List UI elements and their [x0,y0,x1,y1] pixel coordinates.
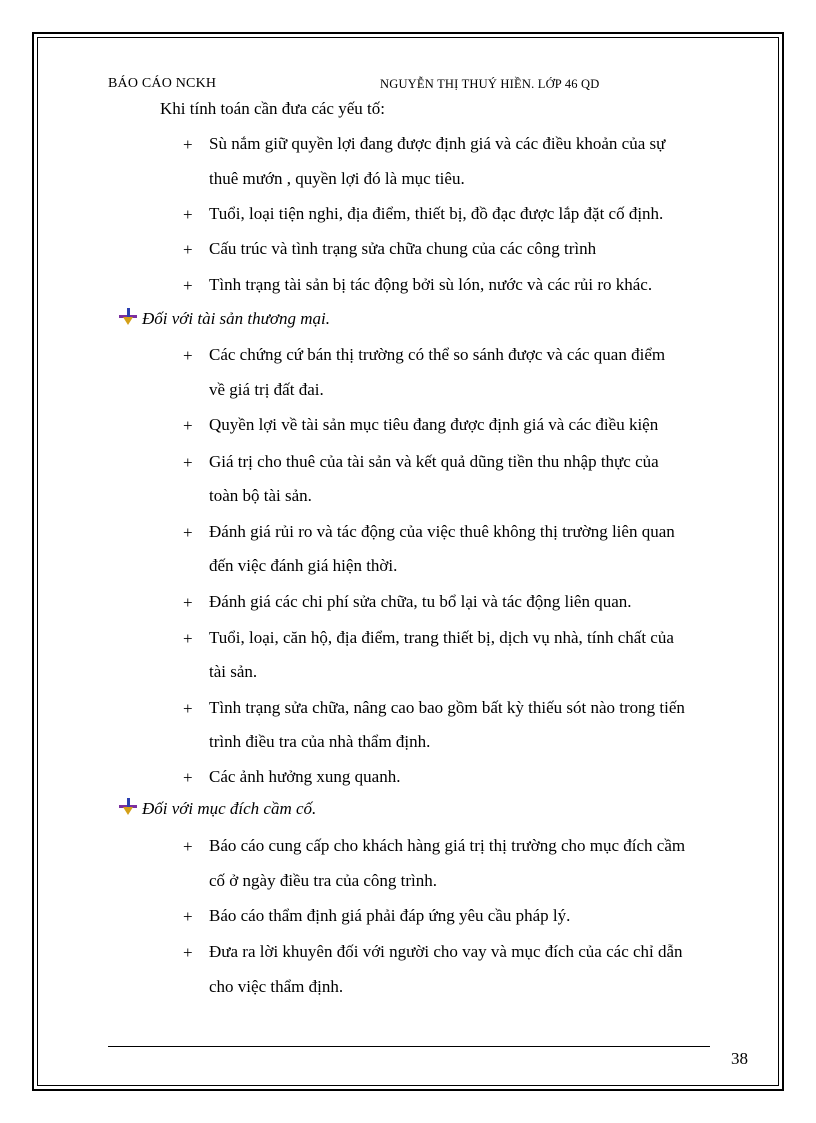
header-report-title: BÁO CÁO NCKH [108,76,217,91]
bullet-plus: + [183,346,193,365]
section-heading-commercial: Đối với tài sản thương mại. [142,309,330,328]
arrow-down-bullet-icon [119,308,137,326]
intro-text: Khi tính toán cần đưa các yếu tố: [160,99,385,118]
bullet-plus: + [183,135,193,154]
list-item: Tuổi, loại tiện nghi, địa điểm, thiết bị, đồ đạc được lắp đặt cố định. [209,204,664,223]
list-item: Cấu trúc và tình trạng sửa chữa chung của các công trình [209,239,597,258]
bullet-plus: + [183,205,193,224]
list-item: Các ảnh hưởng xung quanh. [209,767,401,786]
list-item: Đánh giá các chi phí sửa chữa, tu bổ lại và tác động liên quan. [209,592,632,611]
list-item-continuation: thuê mướn , quyền lợi đó là mục tiêu. [209,169,465,188]
bullet-plus: + [183,907,193,926]
list-item: Đưa ra lời khuyên đối với người cho vay và mục đích của các chỉ dẫn [209,942,683,961]
list-item-continuation: đến việc đánh giá hiện thời. [209,556,398,575]
list-item: Các chứng cứ bán thị trường có thể so sánh được và các quan điểm [209,345,666,364]
list-item-continuation: cho việc thẩm định. [209,977,344,996]
list-item: Báo cáo thẩm định giá phải đáp ứng yêu cầu pháp lý. [209,906,571,925]
list-item: Báo cáo cung cấp cho khách hàng giá trị thị trường cho mục đích cầm [209,836,686,855]
footer-divider [108,1046,710,1047]
page-number: 38 [731,1049,748,1068]
bullet-plus: + [183,416,193,435]
list-item: Tình trạng tài sản bị tác động bởi sù lón, nước và các rủi ro khác. [209,275,653,294]
list-item-continuation: toàn bộ tài sản. [209,486,312,505]
list-item-continuation: tài sản. [209,662,258,681]
bullet-plus: + [183,699,193,718]
bullet-plus: + [183,768,193,787]
bullet-plus: + [183,629,193,648]
header-author: NGUYỄN THỊ THUÝ HIỀN. LỚP 46 QD [380,77,600,91]
bullet-plus: + [183,523,193,542]
list-item-continuation: trình điều tra của nhà thẩm định. [209,732,431,751]
bullet-plus: + [183,276,193,295]
bullet-plus: + [183,593,193,612]
list-item: Tuổi, loại, căn hộ, địa điểm, trang thiết bị, dịch vụ nhà, tính chất của [209,628,674,647]
bullet-plus: + [183,943,193,962]
arrow-down-bullet-icon [119,798,137,816]
page-header [108,76,708,96]
list-item: Tình trạng sửa chữa, nâng cao bao gồm bất kỳ thiếu sót nào trong tiến [209,698,685,717]
section-heading-mortgage: Đối với mục đích cầm cố. [142,799,317,818]
list-item: Giá trị cho thuê của tài sản và kết quả dũng tiền thu nhập thực của [209,452,659,471]
bullet-plus: + [183,240,193,259]
page-border-inner [37,37,779,1086]
list-item: Đánh giá rủi ro và tác động của việc thuê không thị trường liên quan [209,522,675,541]
list-item-continuation: cố ở ngày điều tra của công trình. [209,871,438,890]
list-item: Sù nắm giữ quyền lợi đang được định giá và các điều khoản của sự [209,134,666,153]
list-item: Quyền lợi về tài sản mục tiêu đang được định giá và các điều kiện [209,415,659,434]
bullet-plus: + [183,453,193,472]
list-item-continuation: về giá trị đất đai. [209,380,324,399]
bullet-plus: + [183,837,193,856]
